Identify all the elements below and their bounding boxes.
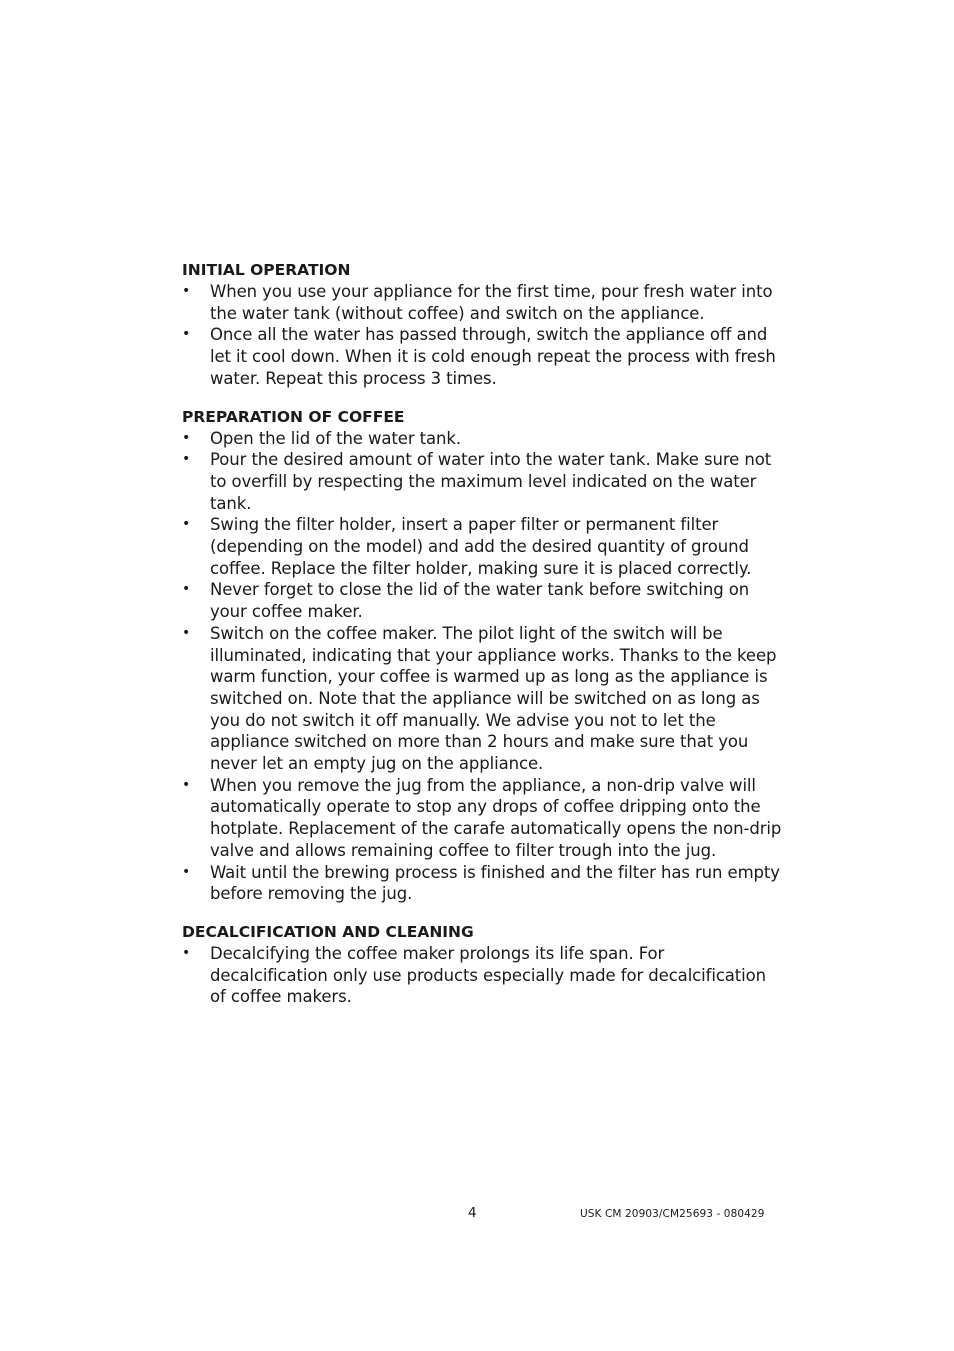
list-item — [182, 514, 782, 579]
list-item — [182, 579, 782, 622]
list-item — [182, 281, 782, 324]
document-code: USK CM 20903/CM25693 - 080429 — [580, 1208, 765, 1220]
list-item — [182, 623, 782, 775]
list-item-text: Switch on the coffee maker. The pilot light of the switch will be illuminated, indicating that your appliance works. Thanks to the keep warm function, your coffee is warmed up as long as the appliance is switched on. Note that the appliance will be switched on as long as you do not switch it off manually. We advise you not to let the appliance switched on more than 2 hours and make sure that you never let an empty jug on the appliance. — [210, 623, 777, 774]
bullet-icon: • — [182, 581, 191, 598]
list-item — [182, 324, 782, 389]
list-item-text: Once all the water has passed through, switch the appliance off and let it cool down. When it is cold enough repeat the process with fresh water. Repeat this process 3 times. — [210, 325, 776, 388]
list-item — [182, 943, 782, 1008]
bullet-icon: • — [182, 429, 191, 446]
preparation-list — [182, 428, 782, 905]
list-item-text: When you use your appliance for the first time, pour fresh water into the water tank (without coffee) and switch on the appliance. — [210, 282, 773, 323]
list-item — [182, 449, 782, 514]
list-item-text: Swing the filter holder, insert a paper filter or permanent filter (depending on the model) and add the desired quantity of ground coffee. Replace the filter holder, making sure it is placed correctly. — [210, 515, 752, 578]
list-item — [182, 862, 782, 905]
list-item — [182, 775, 782, 862]
list-item-text: Decalcifying the coffee maker prolongs its life span. For decalcification only use products especially made for decalcification of coffee makers. — [210, 943, 767, 1007]
list-item-text: When you remove the jug from the appliance, a non-drip valve will automatically operate to stop any drops of coffee dripping onto the hotplate. Replacement of the carafe automatically opens the non-drip valve and allows remaining coffee to filter trough into the jug. — [210, 775, 782, 860]
list-item-text: Never forget to close the lid of the water tank before switching on your coffee maker. — [210, 580, 750, 622]
list-item-text: Pour the desired amount of water into the water tank. Make sure not to overfill by respecting the maximum level indicated on the water tank. — [210, 450, 772, 513]
list-item-text: Open the lid of the water tank. — [210, 428, 461, 448]
section-title-preparation-of-coffee: PREPARATION OF COFFEE — [182, 407, 405, 426]
bullet-icon: • — [182, 326, 191, 343]
bullet-icon: • — [182, 516, 191, 533]
bullet-icon: • — [182, 863, 191, 880]
page-number: 4 — [468, 1205, 477, 1221]
section-title-initial-operation: INITIAL OPERATION — [182, 261, 351, 279]
list-item — [182, 428, 782, 450]
initial-operation-list — [182, 281, 782, 390]
decalcification-list — [182, 943, 782, 1008]
page-content — [182, 259, 782, 1008]
section-title-decalcification-and-cleaning: DECALCIFICATION AND CLEANING — [182, 922, 474, 941]
bullet-icon: • — [182, 776, 191, 793]
bullet-icon: • — [182, 624, 191, 641]
list-item-text: Wait until the brewing process is finished and the filter has run empty before removing the jug. — [210, 862, 780, 904]
bullet-icon: • — [182, 451, 191, 468]
bullet-icon: • — [182, 944, 191, 961]
bullet-icon: • — [182, 283, 191, 299]
